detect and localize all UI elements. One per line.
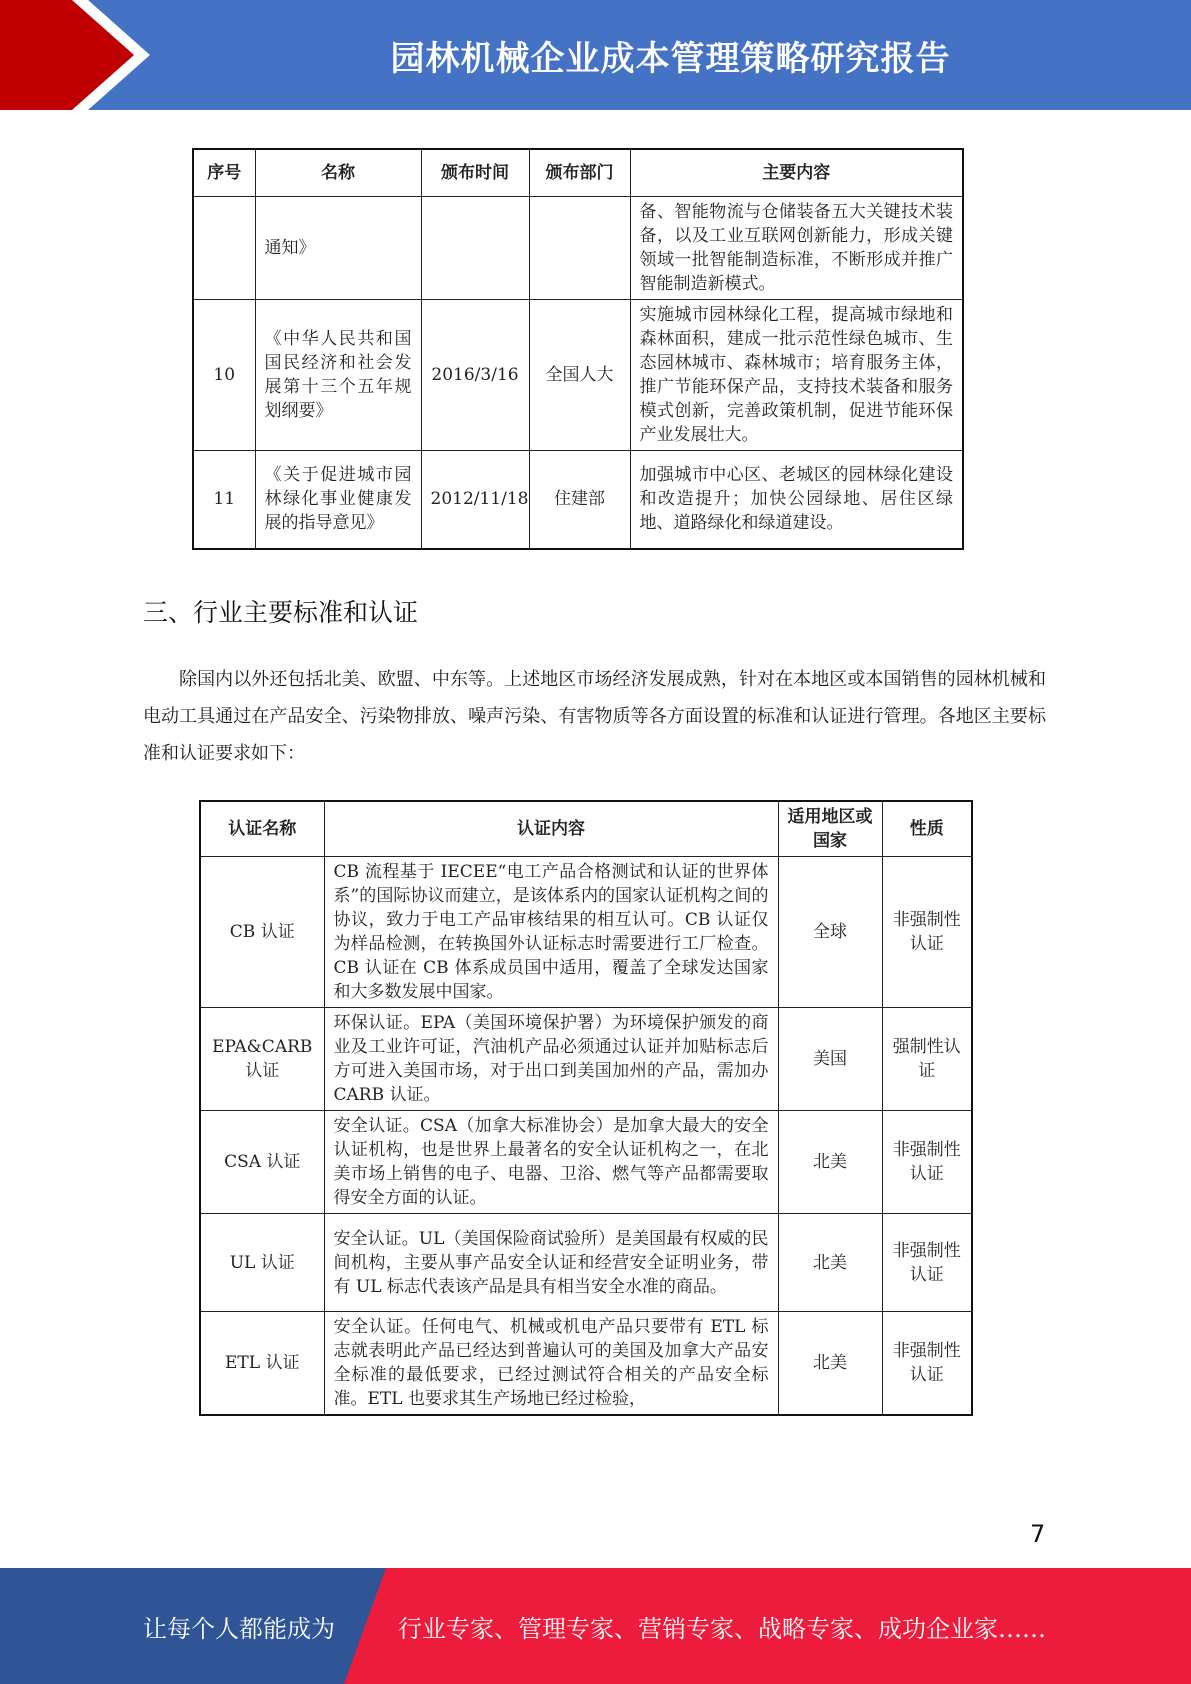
policy-dept: 全国人大 (529, 300, 630, 451)
policy-content: 加强城市中心区、老城区的园林绿化建设和改造提升；加快公园绿地、居住区绿地、道路绿化和绿道建设。 (630, 451, 963, 549)
section-heading: 三、行业主要标准和认证 (143, 598, 419, 627)
footer-banner (0, 1568, 1191, 1684)
cert-nature: 非强制性认证 (882, 1312, 972, 1416)
cert-name: UL 认证 (200, 1214, 324, 1312)
policy-date: 2012/11/18 (421, 451, 529, 549)
table-row (193, 451, 963, 549)
policy-content: 实施城市园林绿化工程，提高城市绿地和森林面积，建成一批示范性绿色城市、生态园林城市、森林城市；培育服务主体，推广节能环保产品，支持技术装备和服务模式创新，完善政策机制，促进节能环保产业发展壮大。 (630, 300, 963, 451)
col-header: 适用地区或国家 (778, 801, 882, 857)
footer-slogan-right: 行业专家、管理专家、营销专家、战略专家、成功企业家…… (398, 1614, 1046, 1643)
footer-slogan-left: 让每个人都能成为 (143, 1614, 335, 1643)
policy-date: 2016/3/16 (421, 300, 529, 451)
row-number: 11 (193, 451, 255, 549)
cert-content: 安全认证。CSA（加拿大标准协会）是加拿大最大的安全认证机构，也是世界上最著名的安全认证机构之一，在北美市场上销售的电子、电器、卫浴、燃气等产品都需要取得安全方面的认证。 (324, 1111, 778, 1214)
col-header: 认证名称 (200, 801, 324, 857)
cert-content: CB 流程基于 IECEE“电工产品合格测试和认证的世界体系”的国际协议而建立，是该体系内的国家认证机构之间的协议，致力于电工产品审核结果的相互认可。CB 认证仅为样品检测，在转换国外认证标志时需要进行工厂检查。CB 认证在 CB 体系成员国中适用，覆盖了全球发达国家和大多数发展中国家。 (324, 857, 778, 1008)
page-number: 7 (1030, 1520, 1046, 1548)
policy-name: 《关于促进城市园林绿化事业健康发展的指导意见》 (255, 451, 421, 549)
policy-content: 备、智能物流与仓储装备五大关键技术装备，以及工业互联网创新能力，形成关键领域一批智能制造标准，不断形成并推广智能制造新模式。 (630, 197, 963, 300)
table-row (193, 300, 963, 451)
cert-region: 美国 (778, 1008, 882, 1111)
cert-region: 全球 (778, 857, 882, 1008)
col-header: 颁布时间 (421, 149, 529, 197)
header-banner (0, 0, 1191, 110)
cert-content: 安全认证。任何电气、机械或机电产品只要带有 ETL 标志就表明此产品已经达到普遍认可的美国及加拿大产品安全标准的最低要求，已经过测试符合相关的产品安全标准。ETL 也要求其生产场地已经过检验， (324, 1312, 778, 1416)
col-header: 序号 (193, 149, 255, 197)
cert-name: ETL 认证 (200, 1312, 324, 1416)
cert-nature: 强制性认证 (882, 1008, 972, 1111)
policy-dept (529, 197, 630, 300)
cert-name: EPA&CARB 认证 (200, 1008, 324, 1111)
cert-name: CSA 认证 (200, 1111, 324, 1214)
cert-region: 北美 (778, 1312, 882, 1416)
cert-nature: 非强制性认证 (882, 857, 972, 1008)
table-row (200, 1111, 972, 1214)
col-header: 认证内容 (324, 801, 778, 857)
policy-name: 《中华人民共和国国民经济和社会发展第十三个五年规划纲要》 (255, 300, 421, 451)
table-row (200, 1008, 972, 1111)
table-row (193, 197, 963, 300)
policy-date (421, 197, 529, 300)
policy-name: 通知》 (255, 197, 421, 300)
cert-content: 安全认证。UL（美国保险商试验所）是美国最有权威的民间机构，主要从事产品安全认证和经营安全证明业务，带有 UL 标志代表该产品是具有相当安全水准的商品。 (324, 1214, 778, 1312)
table-row (200, 1312, 972, 1416)
cert-region: 北美 (778, 1214, 882, 1312)
policy-table-header (193, 149, 963, 197)
col-header: 颁布部门 (529, 149, 630, 197)
header-chevron-icon (0, 0, 134, 110)
cert-region: 北美 (778, 1111, 882, 1214)
table-row (200, 1214, 972, 1312)
cert-nature: 非强制性认证 (882, 1214, 972, 1312)
row-number (193, 197, 255, 300)
section-paragraph: 除国内以外还包括北美、欧盟、中东等。上述地区市场经济发展成熟，针对在本地区或本国销售的园林机械和电动工具通过在产品安全、污染物排放、噪声污染、有害物质等各方面设置的标准和认证进行管理。各地区主要标准和认证要求如下： (143, 669, 1046, 764)
col-header: 名称 (255, 149, 421, 197)
certification-table (199, 800, 973, 1416)
col-header: 性质 (882, 801, 972, 857)
cert-content: 环保认证。EPA（美国环境保护署）为环境保护颁发的商业及工业许可证，汽油机产品必须通过认证并加贴标志后方可进入美国市场，对于出口到美国加州的产品，需加办 CARB 认证。 (324, 1008, 778, 1111)
cert-table-header (200, 801, 972, 857)
policy-dept: 住建部 (529, 451, 630, 549)
cert-name: CB 认证 (200, 857, 324, 1008)
policy-table (192, 148, 964, 550)
row-number: 10 (193, 300, 255, 451)
report-title: 园林机械企业成本管理策略研究报告 (390, 38, 951, 79)
table-row (200, 857, 972, 1008)
cert-nature: 非强制性认证 (882, 1111, 972, 1214)
col-header: 主要内容 (630, 149, 963, 197)
